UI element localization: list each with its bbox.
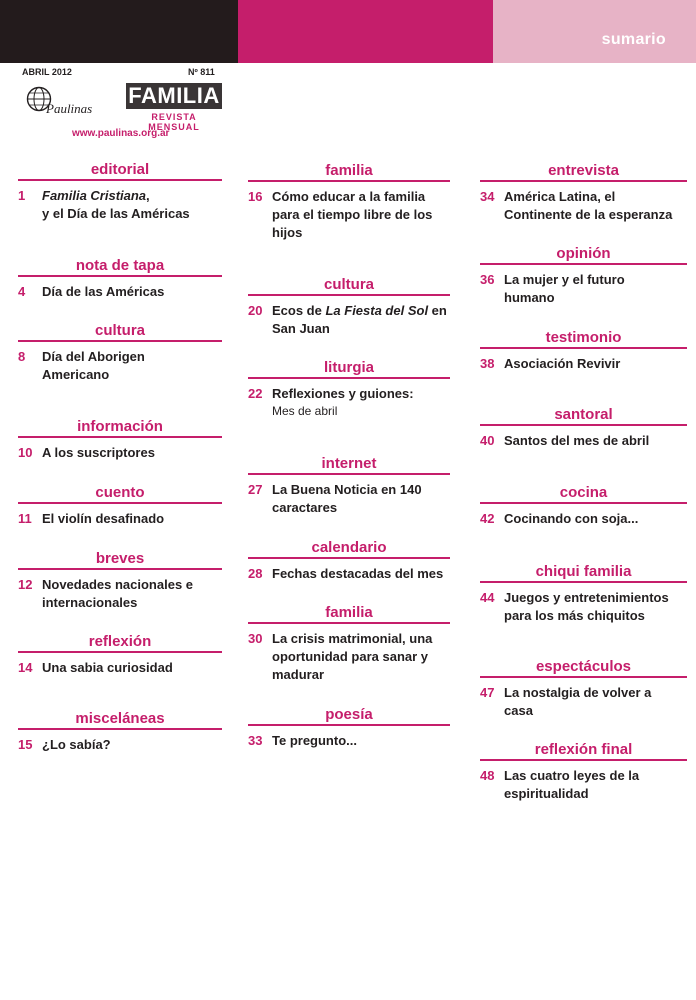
article-title-text: Una sabia curiosidad <box>42 660 173 675</box>
article-title-text: La mujer y el futuro humano <box>504 272 625 305</box>
article-title <box>504 589 669 625</box>
article-title <box>272 188 432 242</box>
article-title-text: , y el Día de las Américas <box>42 188 190 221</box>
section-title: internet <box>248 455 450 475</box>
section-title: poesía <box>248 706 450 726</box>
section-title: calendario <box>248 539 450 559</box>
page-number: 47 <box>480 685 495 700</box>
toc-entry[interactable] <box>480 355 687 373</box>
toc-section <box>480 406 687 450</box>
page-number: 42 <box>480 511 495 526</box>
page-number: 10 <box>18 445 33 460</box>
page-number: 1 <box>18 188 26 203</box>
top-banner <box>0 0 696 63</box>
article-title <box>272 481 422 517</box>
toc-entry[interactable] <box>18 187 222 223</box>
toc-section <box>248 276 450 338</box>
toc-entry[interactable] <box>248 302 450 338</box>
section-title: información <box>18 418 222 438</box>
toc-entry[interactable] <box>18 736 222 754</box>
article-subtitle: Mes de abril <box>272 404 338 418</box>
article-title-text: A los suscriptores <box>42 445 155 460</box>
section-title: opinión <box>480 245 687 265</box>
article-title-text: Las cuatro leyes de la espiritualidad <box>504 768 640 801</box>
article-title-text: Día de las Américas <box>42 284 165 299</box>
section-title: cocina <box>480 484 687 504</box>
article-title-text: Día del Aborigen Americano <box>42 349 145 382</box>
banner-dark-block <box>0 0 238 63</box>
page-number: 34 <box>480 189 495 204</box>
section-title: familia <box>248 604 450 624</box>
page-number: 20 <box>248 303 263 318</box>
section-title: reflexión <box>18 633 222 653</box>
section-title: cultura <box>248 276 450 296</box>
page-number: 38 <box>480 356 495 371</box>
section-title: espectáculos <box>480 658 687 678</box>
toc-section <box>248 539 450 583</box>
article-title-text: La nostalgia de volver a casa <box>504 685 652 718</box>
section-title: chiqui familia <box>480 563 687 583</box>
page-section-label: sumario <box>601 31 666 48</box>
article-title-text: ¿Lo sabía? <box>42 737 111 752</box>
page-number: 11 <box>18 511 32 526</box>
publisher-name: Paulinas <box>46 101 93 116</box>
article-title <box>42 348 145 384</box>
article-title-text: Juegos y entretenimientos para los más chiquitos <box>504 590 669 623</box>
toc-entry[interactable] <box>480 589 687 625</box>
section-title: entrevista <box>480 162 687 182</box>
toc-section <box>480 484 687 528</box>
toc-section <box>18 418 222 462</box>
article-title <box>504 767 639 803</box>
article-title <box>42 659 173 677</box>
page-number: 22 <box>248 386 263 401</box>
page-number: 44 <box>480 590 495 605</box>
page-number: 36 <box>480 272 495 287</box>
toc-entry[interactable] <box>480 188 687 224</box>
page-number: 27 <box>248 482 263 497</box>
section-title: cultura <box>18 322 222 342</box>
page-number: 33 <box>248 733 263 748</box>
magazine-name: FAMILIA <box>126 83 222 109</box>
issue-number: Nº 811 <box>188 67 215 77</box>
section-title: breves <box>18 550 222 570</box>
toc-entry[interactable] <box>248 481 450 517</box>
article-title <box>42 510 164 528</box>
toc-entry[interactable] <box>18 348 222 384</box>
toc-section <box>480 658 687 720</box>
article-title-prefix: Ecos de <box>272 303 326 318</box>
article-title <box>42 283 164 301</box>
toc-entry[interactable] <box>18 659 222 677</box>
toc-section <box>248 706 450 750</box>
section-title: editorial <box>18 161 222 181</box>
toc-section <box>18 161 222 223</box>
article-title-text: Reflexiones y guiones: <box>272 386 414 401</box>
page-number: 8 <box>18 349 26 364</box>
toc-entry[interactable] <box>480 432 687 450</box>
paulinas-logo <box>26 86 96 122</box>
article-title <box>504 432 649 450</box>
toc-entry[interactable] <box>248 188 450 242</box>
article-title <box>272 630 432 684</box>
article-title <box>504 684 651 720</box>
toc-entry[interactable] <box>18 283 222 301</box>
page-number: 40 <box>480 433 495 448</box>
toc-entry[interactable] <box>480 510 687 528</box>
article-title <box>42 187 190 223</box>
toc-section <box>18 484 222 528</box>
page-number: 28 <box>248 566 263 581</box>
article-title-text: en San Juan <box>272 303 447 336</box>
section-title: reflexión final <box>480 741 687 761</box>
toc-section <box>18 550 222 612</box>
article-title-text: Cómo educar a la familia para el tiempo libre de los hijos <box>272 189 433 240</box>
toc-entry[interactable] <box>18 444 222 462</box>
toc-section <box>248 359 450 419</box>
article-title <box>42 576 193 612</box>
toc-section <box>248 455 450 517</box>
section-title: testimonio <box>480 329 687 349</box>
toc-section <box>18 257 222 301</box>
article-title <box>272 385 414 419</box>
toc-entry[interactable] <box>480 767 687 803</box>
article-title <box>504 510 638 528</box>
toc-entry[interactable] <box>248 565 450 583</box>
page-number: 12 <box>18 577 33 592</box>
toc-section <box>18 322 222 384</box>
article-title-text: Te pregunto... <box>272 733 357 748</box>
page-number: 14 <box>18 660 33 675</box>
page-number: 30 <box>248 631 263 646</box>
page-number: 4 <box>18 284 26 299</box>
toc-entry[interactable] <box>248 630 450 684</box>
article-title-text: Asociación Revivir <box>504 356 621 371</box>
section-title: familia <box>248 162 450 182</box>
article-title-text: El violín desafinado <box>42 511 165 526</box>
banner-magenta-block <box>238 0 493 63</box>
article-title-text: Santos del mes de abril <box>504 433 650 448</box>
toc-entry[interactable] <box>480 271 687 307</box>
section-title: liturgia <box>248 359 450 379</box>
article-title-text: América Latina, el Continente de la esperanza <box>504 189 673 222</box>
article-title <box>272 732 357 750</box>
article-title <box>272 302 447 338</box>
website-link[interactable]: www.paulinas.org.ar <box>72 128 170 139</box>
section-title: misceláneas <box>18 710 222 730</box>
article-title-text: Novedades nacionales e internacionales <box>42 577 194 610</box>
toc-entry[interactable] <box>18 510 222 528</box>
toc-section <box>18 633 222 677</box>
toc-entry[interactable] <box>248 385 450 419</box>
toc-entry[interactable] <box>248 732 450 750</box>
article-title-text: La Buena Noticia en 140 caractares <box>272 482 422 515</box>
section-title: cuento <box>18 484 222 504</box>
toc-section <box>480 329 687 373</box>
magazine-subtitle: REVISTA MENSUAL <box>148 112 200 132</box>
article-title <box>504 355 620 373</box>
familia-logo <box>126 83 222 132</box>
article-title-italic: Familia Cristiana <box>42 188 147 203</box>
section-title: santoral <box>480 406 687 426</box>
toc-entry[interactable] <box>480 684 687 720</box>
article-title-italic: La Fiesta del Sol <box>325 303 429 318</box>
article-title <box>504 188 672 224</box>
toc-section <box>480 741 687 803</box>
page-number: 48 <box>480 768 495 783</box>
article-title <box>42 444 155 462</box>
toc-section <box>18 710 222 754</box>
article-title <box>42 736 111 754</box>
article-title-text: La crisis matrimonial, una oportunidad para sanar y madurar <box>272 631 433 682</box>
article-title <box>504 271 625 307</box>
toc-section <box>480 563 687 625</box>
article-title-text: Fechas destacadas del mes <box>272 566 444 581</box>
article-title-text: Cocinando con soja... <box>504 511 639 526</box>
toc-section <box>248 604 450 684</box>
article-title <box>272 565 443 583</box>
toc-section <box>480 162 687 224</box>
page-number: 15 <box>18 737 33 752</box>
toc-section <box>248 162 450 242</box>
issue-date: ABRIL 2012 <box>22 67 72 77</box>
section-title: nota de tapa <box>18 257 222 277</box>
page-number: 16 <box>248 189 263 204</box>
toc-entry[interactable] <box>18 576 222 612</box>
toc-section <box>480 245 687 307</box>
